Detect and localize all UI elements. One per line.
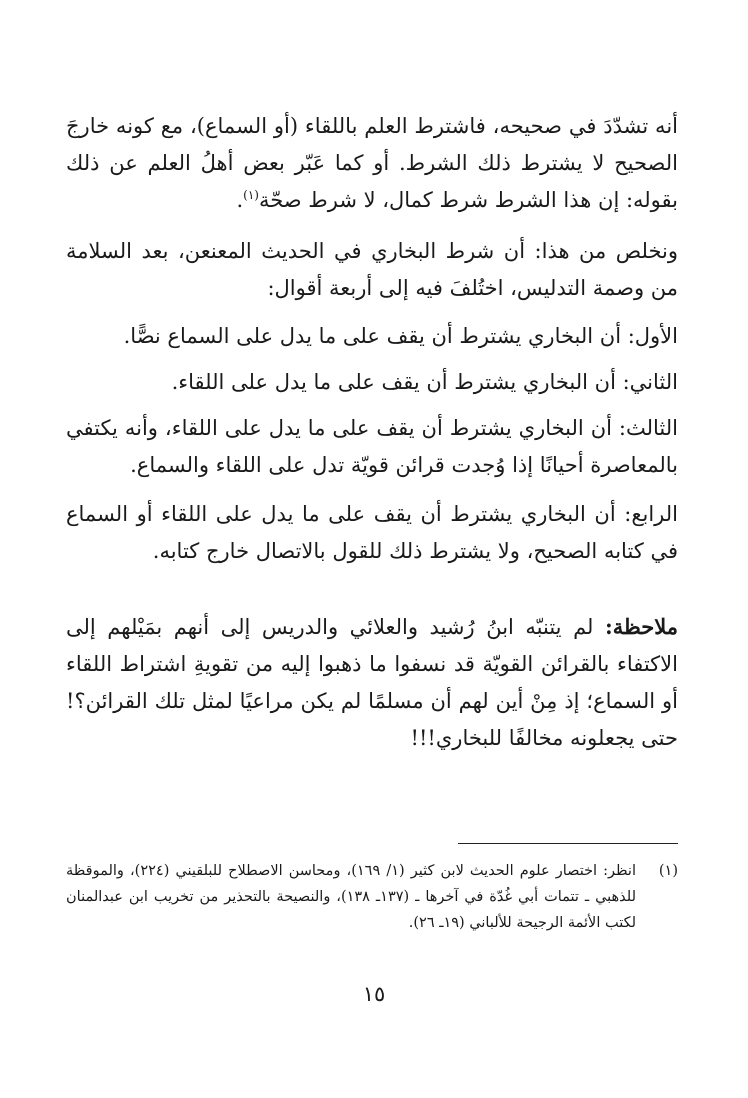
paragraph-intro-end: . — [236, 188, 244, 212]
note-label: ملاحظة: — [605, 614, 678, 639]
opinion-third: الثالث: أن البخاري يشترط أن يقف على ما يدل على اللقاء، وأنه يكتفي بالمعاصرة أحيانًا إذا وُجدت قرائن قويّة تدل على اللقاء والسماع. — [66, 416, 678, 477]
footnote-reference: (١) — [243, 188, 259, 202]
footnote — [66, 858, 678, 936]
paragraph-intro-text: أنه تشدّدَ في صحيحه، فاشترط العلم باللقاء (أو السماع)، مع كونه خارجَ الصحيح لا يشترط ذلك الشرط. أو كما عَبّر بعض أهلُ العلم عن ذلك بقوله: إن هذا الشرط شرط كمال، لا شرط صحّة — [66, 114, 678, 212]
opinion-fourth: الرابع: أن البخاري يشترط أن يقف على ما يدل على اللقاء أو السماع في كتابه الصحيح، ولا يشترط ذلك للقول بالاتصال خارج كتابه. — [66, 502, 678, 563]
opinion-second: الثاني: أن البخاري يشترط أن يقف على ما يدل على اللقاء. — [171, 370, 678, 394]
note-paragraph — [66, 608, 678, 757]
footnote-number: (١) — [658, 863, 678, 879]
note-text: لم يتنبّه ابنُ رُشيد والعلائي والدريس إلى أنهم بمَيْلهم إلى الاكتفاء بالقرائن القويّة قد نسفوا ما ذهبوا إليه من تقويةِ اشتراط اللقاء أو السماع؛ إذ مِنْ أين لهم أن مسلمًا لم يكن مراعيًا لمثل تلك القرائن؟! حتى يجعلونه مخالفًا للبخاري!!! — [66, 615, 678, 750]
footnote-text: انظر: اختصار علوم الحديث لابن كثير (١/ ١٦٩)، ومحاسن الاصطلاح للبلقيني (٢٢٤)، والموقظة للذهبي ـ تتمات أبي غُدّة في آخرها ـ (١٣٧ـ ١٣٨)، والنصيحة بالتحذير من تخريب ابن عبدالمنان لكتب الأئمة الرجيحة للألباني (١٩ـ ٢٦). — [66, 863, 637, 931]
opinion-first: الأول: أن البخاري يشترط أن يقف على ما يدل على السماع نصًّا. — [123, 324, 678, 348]
paragraph-intro — [66, 108, 678, 219]
paragraph-summary: ونخلص من هذا: أن شرط البخاري في الحديث المعنعن، بعد السلامة من وصمة التدليس، اختُلفَ فيه إلى أربعة أقوال: — [66, 239, 678, 300]
page-number: ١٥ — [362, 982, 386, 1006]
footnote-divider — [458, 843, 678, 844]
